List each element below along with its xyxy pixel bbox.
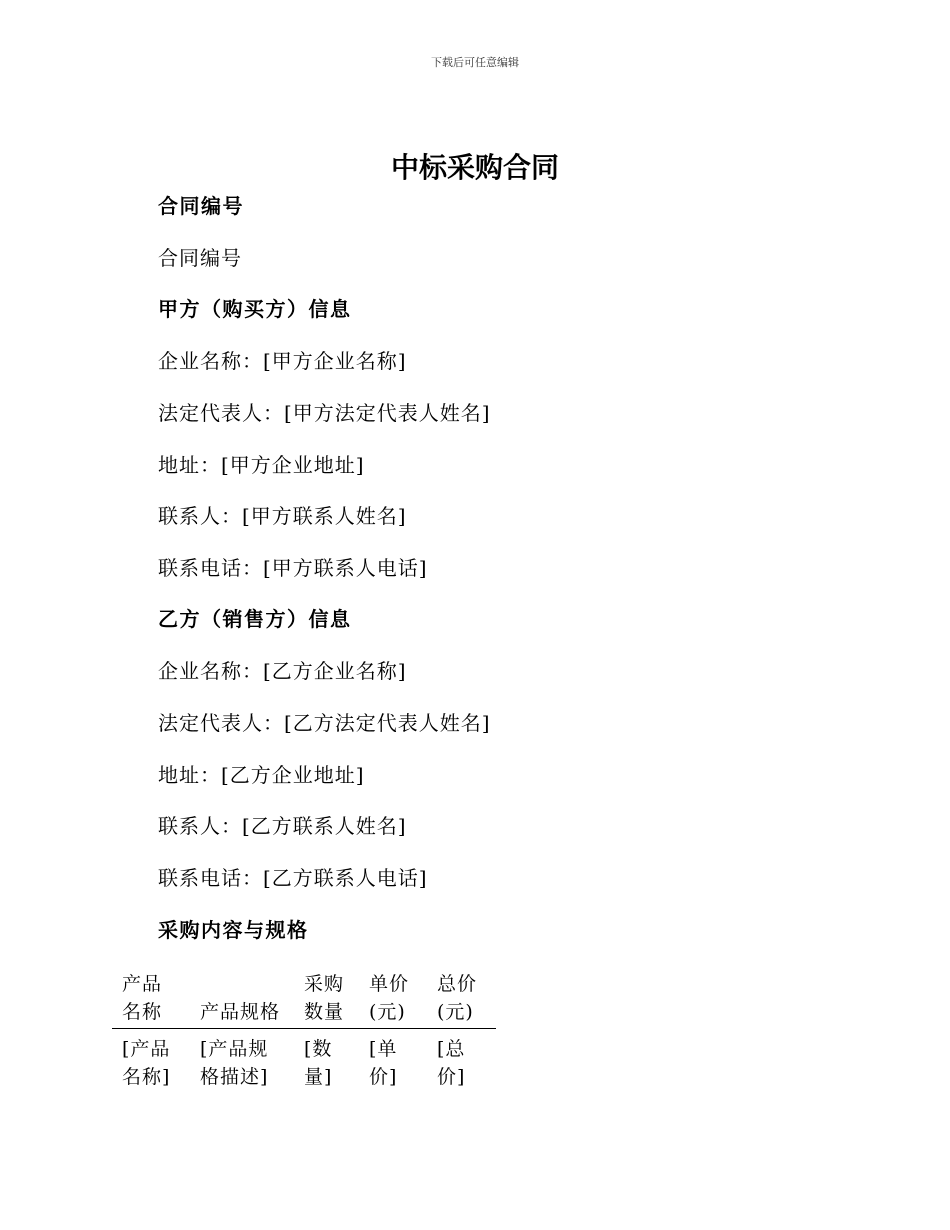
header-line: 数量 xyxy=(304,1001,345,1023)
party-a-heading: 甲方（购买方）信息 xyxy=(158,297,352,321)
header-line: 总价 xyxy=(437,973,478,995)
cell-line: [数 xyxy=(304,1038,333,1060)
document-title: 中标采购合同 xyxy=(390,151,559,184)
contract-number-heading: 合同编号 xyxy=(158,194,244,218)
cell-line: [产品 xyxy=(122,1038,171,1060)
party-b-heading: 乙方（销售方）信息 xyxy=(158,607,352,631)
header-line: 产品规格 xyxy=(200,1001,281,1023)
header-quantity xyxy=(304,970,356,1026)
contract-number-value: 合同编号 xyxy=(158,246,242,270)
cell-line: 价] xyxy=(437,1066,466,1088)
party-a-phone: 联系电话：[甲方联系人电话] xyxy=(158,556,428,580)
party-b-contact: 联系人：[乙方联系人姓名] xyxy=(158,814,407,838)
cell-line: [单 xyxy=(369,1038,398,1060)
cell-total-price xyxy=(437,1035,489,1091)
header-line: (元) xyxy=(437,1001,474,1023)
purchase-content-heading: 采购内容与规格 xyxy=(158,918,309,942)
header-total-price xyxy=(437,970,489,1026)
party-a-address: 地址：[甲方企业地址] xyxy=(158,453,365,477)
header-note: 下载后可任意编辑 xyxy=(431,56,519,69)
table-header-row xyxy=(112,968,496,1029)
header-line: 单价 xyxy=(369,973,410,995)
cell-line: 量] xyxy=(304,1066,333,1088)
cell-line: [产品规 xyxy=(200,1038,269,1060)
party-b-address: 地址：[乙方企业地址] xyxy=(158,763,365,787)
header-product-spec xyxy=(200,970,296,1026)
purchase-table xyxy=(112,968,496,1089)
party-b-company: 企业名称：[乙方企业名称] xyxy=(158,659,407,683)
header-line: (元) xyxy=(369,1001,406,1023)
cell-line: 格描述] xyxy=(200,1066,269,1088)
header-line: 名称 xyxy=(122,1001,163,1023)
header-line: 产品 xyxy=(122,973,163,995)
header-unit-price xyxy=(369,970,421,1026)
party-a-contact: 联系人：[甲方联系人姓名] xyxy=(158,504,407,528)
party-a-company: 企业名称：[甲方企业名称] xyxy=(158,349,407,373)
party-a-legal-rep: 法定代表人：[甲方法定代表人姓名] xyxy=(158,401,491,425)
cell-unit-price xyxy=(369,1035,421,1091)
header-line: 采购 xyxy=(304,973,345,995)
cell-product-spec xyxy=(200,1035,296,1091)
header-line xyxy=(200,970,296,998)
cell-product-name xyxy=(122,1035,188,1091)
party-b-legal-rep: 法定代表人：[乙方法定代表人姓名] xyxy=(158,711,491,735)
cell-line: [总 xyxy=(437,1038,466,1060)
cell-quantity xyxy=(304,1035,356,1091)
table-row xyxy=(112,1029,496,1089)
cell-line: 价] xyxy=(369,1066,398,1088)
party-b-phone: 联系电话：[乙方联系人电话] xyxy=(158,866,428,890)
cell-line: 名称] xyxy=(122,1066,171,1088)
header-product-name xyxy=(122,970,188,1026)
